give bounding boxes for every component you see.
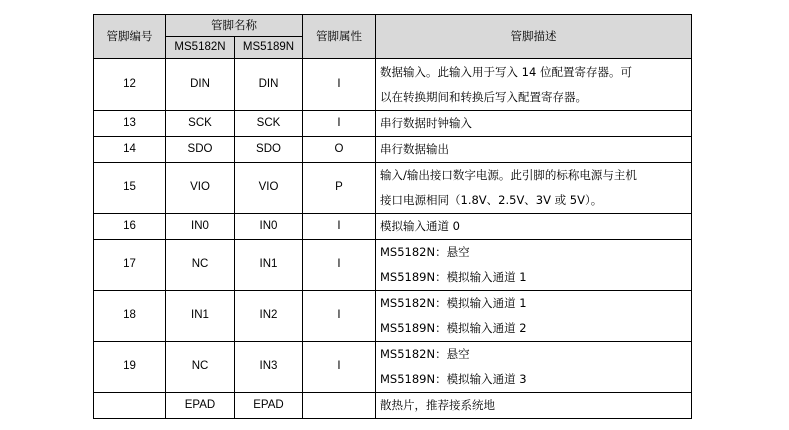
desc-line: 模拟输入通道 0 bbox=[380, 219, 460, 233]
pin-attr-cell: I bbox=[303, 59, 376, 111]
desc-line: MS5182N：悬空 bbox=[380, 347, 470, 361]
desc-line: 接口电源相同（1.8V、2.5V、3V 或 5V）。 bbox=[380, 193, 603, 207]
model-a-name-cell: DIN bbox=[166, 59, 235, 111]
header-pin-desc: 管脚描述 bbox=[376, 15, 692, 59]
desc-line: MS5189N：模拟输入通道 2 bbox=[380, 321, 527, 335]
pin-desc-cell bbox=[376, 342, 692, 393]
table-row bbox=[94, 111, 692, 137]
desc-line: 输入/输出接口数字电源。此引脚的标称电源与主机 bbox=[380, 168, 637, 182]
desc-line: 串行数据输出 bbox=[380, 142, 449, 156]
model-a-name-cell: NC bbox=[166, 342, 235, 393]
pin-desc-cell bbox=[376, 214, 692, 240]
pin-attr-cell: O bbox=[303, 137, 376, 163]
header-model-b: MS5189N bbox=[235, 37, 303, 59]
desc-line: MS5189N：模拟输入通道 1 bbox=[380, 270, 527, 284]
model-b-name-cell: IN3 bbox=[235, 342, 303, 393]
table-row bbox=[94, 163, 692, 214]
model-b-name-cell: VIO bbox=[235, 163, 303, 214]
model-b-name-cell: IN1 bbox=[235, 240, 303, 291]
model-a-name-cell: NC bbox=[166, 240, 235, 291]
pin-attr-cell: I bbox=[303, 342, 376, 393]
pin-attr-cell: P bbox=[303, 163, 376, 214]
desc-line: MS5189N：模拟输入通道 3 bbox=[380, 372, 527, 386]
header-pin-name: 管脚名称 bbox=[166, 15, 303, 37]
pin-desc-cell bbox=[376, 291, 692, 342]
pin-attr-cell: I bbox=[303, 214, 376, 240]
pin-attr-cell bbox=[303, 393, 376, 419]
pin-number-cell: 16 bbox=[94, 214, 166, 240]
model-b-name-cell: EPAD bbox=[235, 393, 303, 419]
pin-number-cell: 19 bbox=[94, 342, 166, 393]
model-b-name-cell: SCK bbox=[235, 111, 303, 137]
pin-number-cell: 14 bbox=[94, 137, 166, 163]
model-a-name-cell: IN1 bbox=[166, 291, 235, 342]
desc-line: 数据输入。此输入用于写入 14 位配置寄存器。可 bbox=[380, 64, 632, 79]
pin-table bbox=[93, 14, 692, 419]
model-b-name-cell: IN2 bbox=[235, 291, 303, 342]
model-a-name-cell: SCK bbox=[166, 111, 235, 137]
pin-number-cell: 12 bbox=[94, 59, 166, 111]
model-a-name-cell: SDO bbox=[166, 137, 235, 163]
table-row bbox=[94, 59, 692, 111]
table-row bbox=[94, 291, 692, 342]
pin-desc-cell bbox=[376, 137, 692, 163]
pin-desc-cell bbox=[376, 111, 692, 137]
model-a-name-cell: EPAD bbox=[166, 393, 235, 419]
desc-line: 串行数据时钟输入 bbox=[380, 116, 472, 130]
header-pin-attr: 管脚属性 bbox=[303, 15, 376, 59]
table-row bbox=[94, 240, 692, 291]
pin-desc-cell bbox=[376, 59, 692, 111]
table-row bbox=[94, 214, 692, 240]
pin-number-cell: 18 bbox=[94, 291, 166, 342]
pin-attr-cell: I bbox=[303, 240, 376, 291]
pin-number-cell: 15 bbox=[94, 163, 166, 214]
pin-attr-cell: I bbox=[303, 291, 376, 342]
pin-number-cell: 17 bbox=[94, 240, 166, 291]
pin-desc-cell bbox=[376, 163, 692, 214]
model-a-name-cell: IN0 bbox=[166, 214, 235, 240]
desc-line: 以在转换期间和转换后写入配置寄存器。 bbox=[380, 89, 587, 104]
model-a-name-cell: VIO bbox=[166, 163, 235, 214]
header-pin-number: 管脚编号 bbox=[94, 15, 166, 59]
model-b-name-cell: IN0 bbox=[235, 214, 303, 240]
model-b-name-cell: SDO bbox=[235, 137, 303, 163]
table-row bbox=[94, 393, 692, 419]
desc-line: MS5182N：悬空 bbox=[380, 245, 470, 259]
pin-attr-cell: I bbox=[303, 111, 376, 137]
table-row bbox=[94, 342, 692, 393]
desc-line: 散热片，推荐接系统地 bbox=[380, 398, 495, 412]
model-b-name-cell: DIN bbox=[235, 59, 303, 111]
desc-line: MS5182N：模拟输入通道 1 bbox=[380, 296, 527, 310]
pin-desc-cell bbox=[376, 393, 692, 419]
pin-number-cell bbox=[94, 393, 166, 419]
pin-number-cell: 13 bbox=[94, 111, 166, 137]
pin-desc-cell bbox=[376, 240, 692, 291]
table-row bbox=[94, 137, 692, 163]
header-model-a: MS5182N bbox=[166, 37, 235, 59]
